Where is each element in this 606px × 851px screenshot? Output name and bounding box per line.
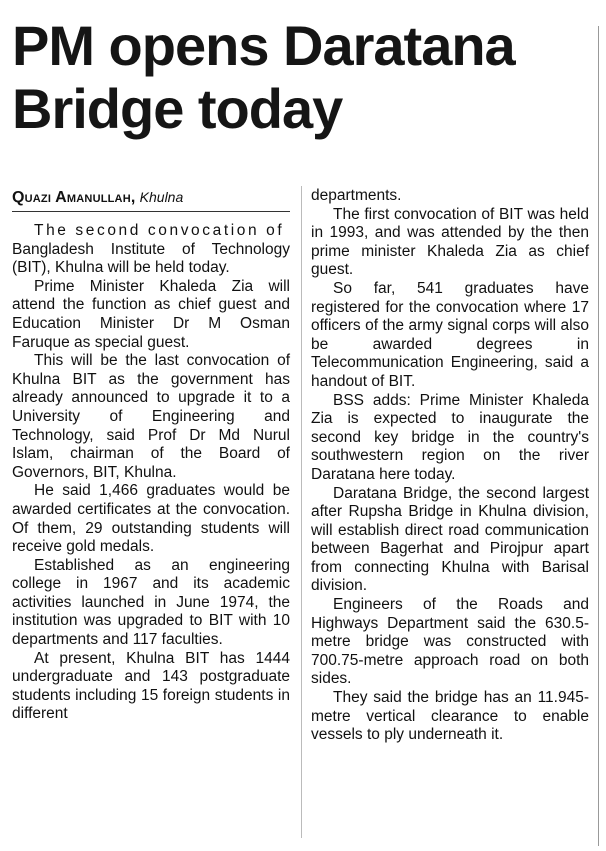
byline-dateline: Khulna xyxy=(139,189,184,205)
article-paragraph: Established as an engineering college in 1967 and its academic activities launched in June 1974, the institution was upgraded to BIT with 10 departments and 117 faculties. xyxy=(12,556,290,649)
lead-in-line: The second convocation of xyxy=(34,222,285,239)
article-paragraph: He said 1,466 graduates would be awarded certificates at the convocation. Of them, 29 outstanding students will receive gold medals. xyxy=(12,482,290,556)
byline-author: Quazi Amanullah, xyxy=(12,189,136,206)
article-paragraph: departments. xyxy=(311,187,402,204)
article-paragraph: The first convocation of BIT was held in 1993, and was attended by the then prime minister Khaleda Zia as chief guest. xyxy=(311,205,589,279)
article-paragraph: Bangladesh Institute of Technology (BIT), Khulna will be held today. xyxy=(12,240,290,277)
headline-line-2: Bridge today xyxy=(12,77,343,140)
clipping-edge xyxy=(598,26,599,846)
article-paragraph: Prime Minister Khaleda Zia will attend the function as chief guest and Education Minister Dr M Osman Faruque as special guest. xyxy=(12,277,290,351)
article-paragraph: Engineers of the Roads and Highways Department said the 630.5-metre bridge was constructed with 700.75-metre approach road on both sides. xyxy=(311,596,589,688)
article-paragraph: So far, 541 graduates have registered for the convocation where 17 officers of the army signal corps will also be awarded degrees in Telecommunication Engineering, said a handout of BIT. xyxy=(311,279,589,390)
byline-rule xyxy=(12,211,290,212)
headline xyxy=(12,14,592,140)
article-column-right xyxy=(311,187,589,745)
article-paragraph: They said the bridge has an 11.945-metre vertical clearance to enable vessels to ply underneath it. xyxy=(311,689,589,744)
article-paragraph: This will be the last convocation of Khulna BIT as the government has already announced to upgrade it to a University of Engineering and Technology, said Prof Dr Md Nurul Islam, chairman of the Board of Governors, BIT, Khulna. xyxy=(12,352,290,481)
article-column-left xyxy=(12,222,290,724)
headline-line-1: PM opens Daratana xyxy=(12,14,515,77)
article-paragraph: Daratana Bridge, the second largest after Rupsha Bridge in Khulna division, will establish direct road communication between Bagerhat and Pirojpur apart from connecting Khulna with Barisal division. xyxy=(311,484,589,595)
column-divider xyxy=(301,186,302,838)
article-paragraph: At present, Khulna BIT has 1444 undergraduate and 143 postgraduate students including 15 foreign students in different xyxy=(12,649,290,723)
article-paragraph: BSS adds: Prime Minister Khaleda Zia is expected to inaugurate the second key bridge in the country's southwestern region on the river Daratana here today. xyxy=(311,391,589,483)
byline xyxy=(12,188,183,207)
